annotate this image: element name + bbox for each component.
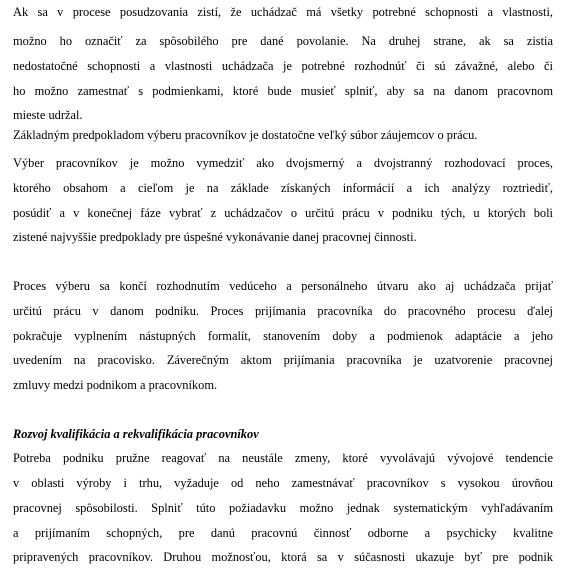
paragraph-5-line-5: pripravených pracovníkov. Druhou možnosťou, ktorá sa v súčasnosti ukazuje byť pre podnik xyxy=(13,550,553,564)
paragraph-5-line-2: v oblasti výroby i trhu, vyžaduje od neho zamestnávať pracovníkov s vysokou úrovňou xyxy=(13,476,553,490)
paragraph-3-line-1: Výber pracovníkov je možno vymedziť ako dvojsmerný a dvojstranný rozhodovací proces, xyxy=(13,156,553,170)
paragraph-4-line-2: určitú prácu v danom podniku. Proces prijímania pracovníka do pracovného procesu ďalej xyxy=(13,304,553,318)
paragraph-1-line-5: mieste udržal. xyxy=(13,108,83,122)
paragraph-1-line-4: ho možno zamestnať s podmienkami, ktoré bude musieť splniť, aby sa na danom pracovnom xyxy=(13,84,553,98)
paragraph-4-line-1: Proces výberu sa končí rozhodnutím vedúceho a personálneho útvaru ako aj uchádzača prijať xyxy=(13,279,553,293)
paragraph-5-line-3: pracovnej spôsobilosti. Splniť túto požiadavku možno jednak systematickým vyhľadávaním xyxy=(13,501,553,515)
paragraph-4-line-3: pokračuje vyplnením nástupných formalít, stanovením doby a podmienok adaptácie a jeho xyxy=(13,329,553,343)
paragraph-2-line-1: Základným predpokladom výberu pracovníkov je dostatočne veľký súbor záujemcov o prácu. xyxy=(13,128,478,142)
paragraph-4-line-5: zmluvy medzi podnikom a pracovníkom. xyxy=(13,378,218,392)
paragraph-1-line-2: možno ho označiť za spôsobilého pre dané povolanie. Na druhej strane, ak sa zistia xyxy=(13,34,553,48)
paragraph-3-line-4: zistené najvyššie predpoklady pre úspešné vykonávanie danej pracovnej činnosti. xyxy=(13,230,417,244)
paragraph-1-line-1: Ak sa v procese posudzovania zistí, že uchádzač má všetky potrebné schopnosti a vlastnosti, xyxy=(13,5,553,19)
paragraph-1-line-3: nedostatočné schopnosti a vlastnosti uchádzača je potrebné rozhodnúť či sú závažné, alebo či xyxy=(13,59,553,73)
paragraph-3-line-2: ktorého obsahom a cieľom je na základe získaných informácií a ich analýzy roztriediť, xyxy=(13,181,553,195)
paragraph-5-line-1: Potreba podniku pružne reagovať na neustále zmeny, ktoré vyvolávajú vývojové tendencie xyxy=(13,451,553,465)
paragraph-5-line-4: a prijímaním schopných, pre danú pracovnú činnosť odborne a psychicky kvalitne xyxy=(13,526,553,540)
paragraph-4-line-4: uvedením na pracovisko. Záverečným aktom prijímania pracovníka je uzatvorenie pracovnej xyxy=(13,353,553,367)
paragraph-3-line-3: posúdiť a v konečnej fáze vybrať z uchádzačov o určitú prácu v podniku tých, u ktorých boli xyxy=(13,206,553,220)
section-heading: Rozvoj kvalifikácia a rekvalifikácia pracovníkov xyxy=(13,427,259,441)
